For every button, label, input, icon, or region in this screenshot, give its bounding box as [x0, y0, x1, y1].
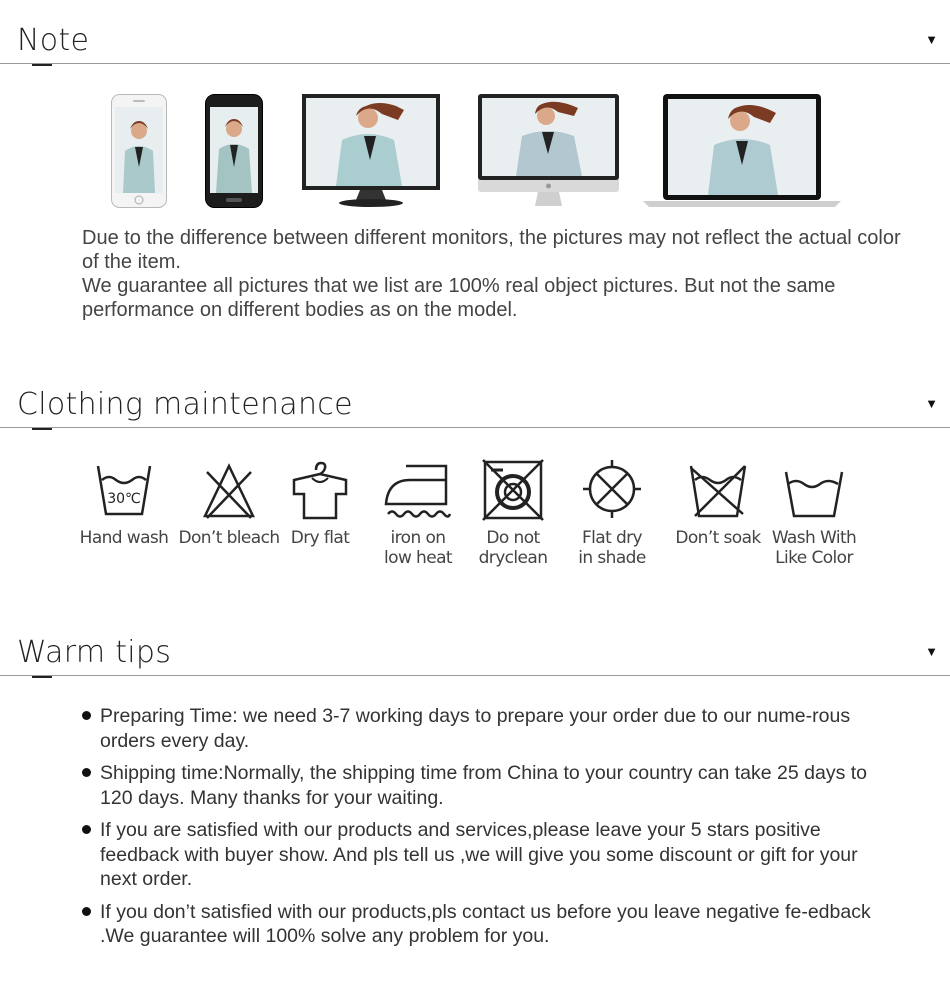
care-label: Wash With Like Color	[771, 528, 857, 568]
care-label: Dry flat	[290, 528, 350, 548]
bullet-icon	[82, 768, 91, 777]
section-divider	[0, 427, 950, 428]
bullet-icon	[82, 907, 91, 916]
warm-tips-list	[82, 704, 882, 957]
note-paragraph: We guarantee all pictures that we list are 100% real object pictures. But not the same performance on different bodies as on the model.	[82, 275, 836, 321]
care-label: Don’t soak	[675, 528, 761, 548]
care-label: Don’t bleach	[178, 528, 280, 548]
care-label: Hand wash	[79, 528, 169, 548]
section-header-note	[0, 0, 950, 64]
section-header-maintenance	[0, 364, 950, 428]
section-title-tips: Warm tips	[17, 635, 172, 670]
section-header-tips	[0, 612, 950, 676]
smartphone-black-icon	[205, 94, 263, 208]
section-title-note: Note	[17, 23, 90, 58]
iron-low-heat-icon	[384, 458, 452, 520]
temperature-badge: 30℃	[107, 491, 141, 507]
collapse-toggle-tips[interactable]: ▼	[925, 644, 938, 659]
laptop-icon	[643, 94, 841, 208]
do-not-bleach-icon	[201, 458, 257, 520]
device-comparison-row	[0, 86, 950, 216]
section-title-maintenance: Clothing maintenance	[17, 387, 353, 422]
care-label: iron on low heat	[384, 528, 452, 568]
do-not-dryclean-icon	[481, 458, 545, 522]
care-label: Do not dryclean	[478, 528, 548, 568]
dry-flat-icon	[290, 458, 350, 520]
tip-text: If you don’t satisfied with our products,pls contact us before you leave negative fe-edback .We guarantee will 100% solve any problem for you.	[100, 900, 871, 947]
imac-icon	[478, 94, 619, 208]
desktop-monitor-icon	[302, 94, 440, 208]
care-label: Flat dry in shade	[578, 528, 646, 568]
smartphone-white-icon	[111, 94, 167, 208]
wash-like-color-icon	[782, 458, 846, 520]
note-paragraph: Due to the difference between different monitors, the pictures may not reflect the actual color of the item.	[82, 227, 901, 273]
do-not-soak-icon	[687, 458, 749, 520]
collapse-toggle-maintenance[interactable]: ▼	[925, 396, 938, 411]
section-accent-line	[32, 428, 52, 430]
tip-text: Shipping time:Normally, the shipping time from China to your country can take 25 days to 120 days. Many thanks for your waiting.	[100, 762, 868, 809]
note-description	[82, 226, 902, 322]
flat-dry-shade-icon	[579, 458, 645, 524]
section-accent-line	[32, 676, 52, 678]
tip-text: If you are satisfied with our products and services,please leave your 5 stars positive feedback with buyer show. And pls tell us ,we will give you some discount or gift for your next order.	[100, 819, 858, 890]
section-divider	[0, 63, 950, 64]
hand-wash-30c-icon	[94, 458, 154, 520]
tip-text: Preparing Time: we need 3-7 working days to prepare your order due to our nume-rous orders every day.	[100, 705, 851, 752]
collapse-toggle-note[interactable]: ▼	[925, 32, 938, 47]
list-item	[82, 704, 882, 753]
section-accent-line	[32, 64, 52, 66]
list-item	[82, 900, 882, 949]
list-item	[82, 818, 882, 892]
bullet-icon	[82, 711, 91, 720]
section-divider	[0, 675, 950, 676]
bullet-icon	[82, 825, 91, 834]
list-item	[82, 761, 882, 810]
